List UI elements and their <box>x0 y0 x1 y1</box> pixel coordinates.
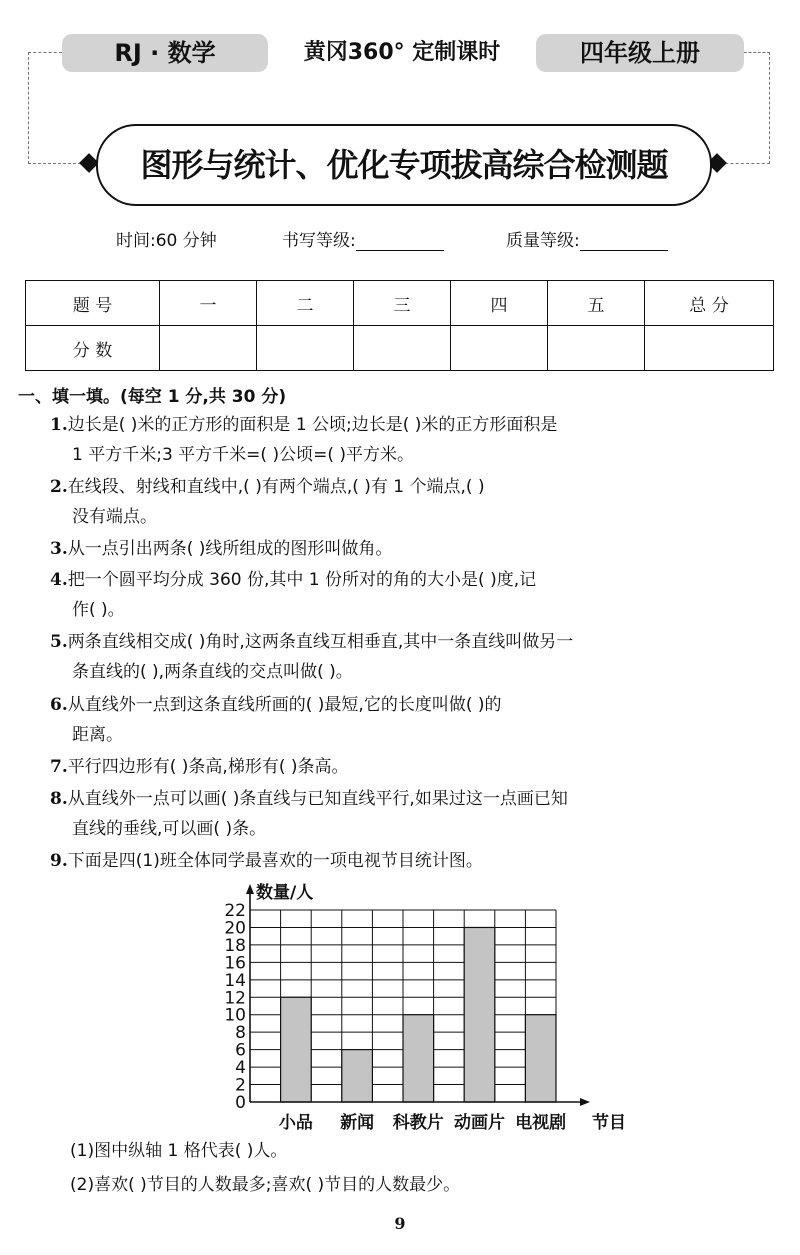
bar <box>281 997 312 1102</box>
question-1 <box>50 410 785 470</box>
y-tick-label: 4 <box>235 1058 246 1079</box>
question-text: 从一点引出两条( )线所组成的图形叫做角。 <box>67 539 393 559</box>
y-tick-label: 6 <box>235 1040 246 1061</box>
y-tick-label: 10 <box>224 1005 246 1026</box>
question-text: 下面是四(1)班全体同学最喜欢的一项电视节目统计图。 <box>67 851 483 871</box>
question-number: 4. <box>50 570 68 590</box>
table-row <box>26 326 774 371</box>
writing-grade-label: 书写等级: <box>282 231 356 251</box>
y-tick-label: 12 <box>224 988 246 1009</box>
question-3 <box>50 534 785 564</box>
x-tick-label: 电视剧 <box>515 1113 567 1133</box>
table-header-cell: 三 <box>354 281 451 326</box>
question-text: 把一个圆平均分成 360 份,其中 1 份所对的角的大小是( )度,记 <box>67 570 537 590</box>
tv-program-bar-chart <box>210 876 650 1141</box>
bar <box>464 927 495 1102</box>
question-text: 条直线的( ),两条直线的交点叫做( )。 <box>72 662 353 682</box>
y-tick-label: 18 <box>224 935 246 956</box>
header-dashed-line-right <box>769 52 770 164</box>
banner-dashed-line-left <box>28 163 86 164</box>
question-text: 从直线外一点可以画( )条直线与已知直线平行,如果过这一点画已知 <box>67 789 568 809</box>
question-text: 平行四边形有( )条高,梯形有( )条高。 <box>67 757 349 777</box>
score-cell[interactable] <box>160 326 257 371</box>
chart-x-categories <box>279 1112 566 1133</box>
writing-grade-blank[interactable] <box>356 232 444 251</box>
page-title: 图形与统计、优化专项拔高综合检测题 <box>96 124 712 206</box>
sub-question-2: (2)喜欢( )节目的人数最多;喜欢( )节目的人数最少。 <box>70 1175 461 1195</box>
question-number: 5. <box>50 632 68 652</box>
x-tick-label: 新闻 <box>340 1113 375 1133</box>
score-cell[interactable] <box>257 326 354 371</box>
question-number: 8. <box>50 789 68 809</box>
y-tick-label: 22 <box>224 901 246 921</box>
header-dashed-line-top-right <box>744 52 770 53</box>
y-tick-label: 16 <box>224 953 246 974</box>
quality-grade <box>506 226 668 251</box>
table-row-label: 分 数 <box>26 326 160 371</box>
x-axis-label: 节目 <box>592 1113 626 1133</box>
quality-grade-blank[interactable] <box>580 232 668 251</box>
sub-question-1: (1)图中纵轴 1 格代表( )人。 <box>70 1141 288 1161</box>
y-tick-label: 20 <box>224 918 246 939</box>
header-dashed-line-top <box>28 52 62 53</box>
question-text: 直线的垂线,可以画( )条。 <box>72 819 267 839</box>
table-header-cell: 二 <box>257 281 354 326</box>
question-2 <box>50 472 785 532</box>
question-text: 作( )。 <box>72 600 125 620</box>
header-dashed-line-left <box>28 52 29 164</box>
y-tick-label: 8 <box>235 1023 246 1044</box>
x-axis-arrow <box>580 1098 590 1106</box>
question-6 <box>50 690 785 750</box>
table-header-cell: 题 号 <box>26 281 160 326</box>
question-text: 在线段、射线和直线中,( )有两个端点,( )有 1 个端点,( ) <box>67 477 485 497</box>
question-text: 边长是( )米的正方形的面积是 1 公顷;边长是( )米的正方形面积是 <box>67 415 558 435</box>
question-text: 没有端点。 <box>72 507 157 527</box>
table-row <box>26 281 774 326</box>
score-cell[interactable] <box>451 326 548 371</box>
x-tick-label: 动画片 <box>454 1113 505 1133</box>
question-4 <box>50 565 785 625</box>
question-9 <box>50 846 785 876</box>
banner-dashed-line-right <box>720 163 770 164</box>
x-tick-label: 小品 <box>278 1113 313 1133</box>
x-tick-label: 科教片 <box>392 1113 444 1133</box>
time-limit: 时间:60 分钟 <box>116 231 217 251</box>
chart-y-ticks <box>224 901 246 1113</box>
score-cell[interactable] <box>548 326 645 371</box>
table-header-cell: 总 分 <box>645 281 774 326</box>
question-number: 3. <box>50 539 68 559</box>
question-text: 距离。 <box>72 725 123 745</box>
series-title: 黄冈360° 定制课时 <box>303 40 501 65</box>
y-tick-label: 2 <box>235 1075 246 1096</box>
y-axis-label: 数量/人 <box>256 883 314 903</box>
question-number: 1. <box>50 415 68 435</box>
y-tick-label: 0 <box>235 1093 246 1113</box>
bar <box>525 1015 556 1102</box>
question-number: 9. <box>50 851 68 871</box>
bar <box>403 1015 434 1102</box>
page-number: 9 <box>394 1214 406 1233</box>
score-cell[interactable] <box>354 326 451 371</box>
y-axis-arrow <box>246 884 254 894</box>
subject-tag: RJ · 数学 <box>62 34 268 72</box>
table-header-cell: 五 <box>548 281 645 326</box>
y-tick-label: 14 <box>224 970 246 991</box>
question-number: 7. <box>50 757 68 777</box>
question-text: 1 平方千米;3 平方千米=( )公顷=( )平方米。 <box>72 445 414 465</box>
table-header-cell: 一 <box>160 281 257 326</box>
score-cell[interactable] <box>645 326 774 371</box>
question-number: 2. <box>50 477 68 497</box>
question-5 <box>50 627 785 687</box>
writing-grade <box>282 226 444 251</box>
bar <box>342 1050 373 1102</box>
question-number: 6. <box>50 695 68 715</box>
question-8 <box>50 784 785 844</box>
grade-tag: 四年级上册 <box>536 34 744 72</box>
table-header-cell: 四 <box>451 281 548 326</box>
score-table <box>25 280 774 371</box>
question-7 <box>50 752 785 782</box>
section-heading: 一、填一填。(每空 1 分,共 30 分) <box>18 387 287 407</box>
question-text: 两条直线相交成( )角时,这两条直线互相垂直,其中一条直线叫做另一 <box>67 632 574 652</box>
question-text: 从直线外一点到这条直线所画的( )最短,它的长度叫做( )的 <box>67 695 502 715</box>
quality-grade-label: 质量等级: <box>506 231 580 251</box>
